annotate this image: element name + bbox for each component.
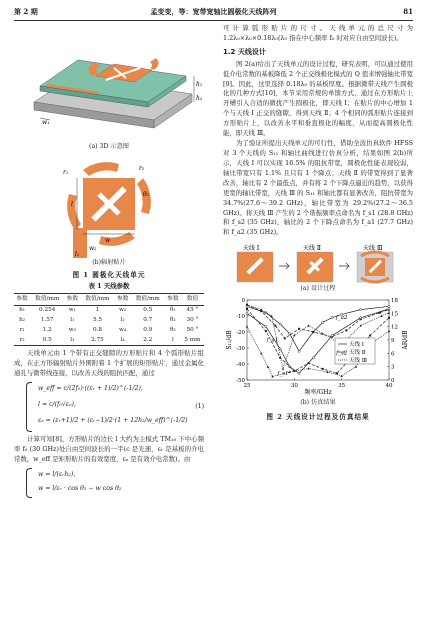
data-point (369, 335, 371, 337)
data-point (282, 368, 284, 370)
table-cell: θ₂ (170, 317, 176, 324)
data-point (322, 333, 324, 335)
data-point (388, 312, 390, 314)
table-header-cell: 数值/mm (131, 294, 165, 306)
table-cell: l₁ (70, 317, 75, 324)
y-left-tick-label: 0 (241, 298, 245, 305)
eq1-line3: εₑ = (εᵣ+1)/2 + (εᵣ−1)/2·(1 + 12h₂/w_eff)^(-1/2) (38, 417, 188, 425)
figure1a-3d-model (14, 24, 204, 142)
data-point (298, 373, 300, 375)
label-w: w (105, 237, 111, 244)
data-point (298, 350, 300, 352)
table-cell: 30 ° (186, 317, 199, 324)
table-cell: r₂ (14, 335, 30, 345)
table-cell: w₄ (119, 327, 127, 334)
data-point (274, 325, 276, 327)
design-process-diagram (223, 242, 413, 284)
y-right-tick-label: 15 (391, 311, 398, 318)
left-paragraph-2: 计算可知[8]，方形贴片的边长 l 大约为主模式 TM₁₀ 下中心频率 f₀ (30 GHz)处自由空间波长的一半(c 是光速，εᵣ 是基板的介电常数，w_eff 是矩形贴片的有效宽度，εₑ 是有效介电常数)。由 (14, 435, 204, 463)
right-paragraph-2: 为了验证所提出天线单元的可行性，借助全波仿真软件 HFSS 对 3 个天线的 S₁₁ 和轴比曲线进行仿真分析，结果如图 2(b)所示，天线 Ⅰ 可以实现 16.5% 的阻抗带宽，圆极化性能表现较弱，轴比带宽只有 1.1% 且只有 1 个降点；天线 Ⅱ 的带宽得到了显著改善，轴比有 2 个最低点，并有将 2 个下降点逼近的趋势，以获得更宽的轴比带宽，天线 Ⅲ 的 S₁₁ 和轴比都有显著改善，阻抗带宽为 34.7%(27.6～39.2 GHz)，轴比带宽为 29.2%(27.2～36.5 GHz)。将天线 Ⅲ 产生的 2 个谐振频率点命名为 f_s1 (28.8 GHz) 和 f_s2 (35 GHz)，轴比的 2 个下降点命名为 f_a1 (27.7 GHz) 和 f_a2 (35 GHz)。 (223, 139, 413, 237)
data-point (331, 317, 333, 319)
figure1b-patch-drawing (14, 152, 204, 260)
legend-label: 天线 Ⅱ (349, 350, 366, 357)
data-point (360, 317, 362, 319)
table-cell: l₃ (64, 335, 80, 345)
table-cell: 1 (95, 307, 100, 314)
data-point (267, 366, 269, 368)
label-l1: l₁ (75, 251, 80, 258)
table-cell: 2.75 (80, 335, 114, 345)
eq2-line2: w = l/εᵣ · cos θ₂ − w cos θ₂ (38, 484, 122, 492)
table-cell: 5.5 (92, 317, 102, 324)
y-right-axis-label: AR/dB (402, 330, 409, 350)
data-point (308, 362, 310, 364)
label-r2: r₂ (139, 165, 145, 172)
x-axis-label: 频率/GHz (304, 389, 332, 397)
y-left-tick-label: -50 (236, 378, 245, 385)
data-point (355, 366, 357, 368)
table-cell: l₂ (120, 317, 125, 324)
figure2b (223, 294, 413, 412)
data-point (293, 334, 295, 336)
label-h1: h₁ (196, 81, 203, 88)
label-r1: r₁ (63, 169, 69, 176)
table-cell: θ₁ (170, 307, 176, 314)
table-cell: 0.8 (92, 327, 102, 334)
antenna3-label: 天线 Ⅲ (363, 245, 383, 253)
simulation-chart (223, 294, 413, 400)
y-left-tick-label: -40 (236, 362, 245, 369)
y-left-tick-label: -30 (236, 346, 245, 353)
data-point (388, 308, 390, 310)
data-point (284, 338, 286, 340)
table-cell: l₄ (115, 335, 131, 345)
data-point (265, 330, 267, 332)
x-tick-label: 35 (338, 383, 346, 390)
running-header (14, 7, 413, 19)
y-right-tick-label: 0 (391, 378, 395, 385)
table-header-cell: 数值/mm (30, 294, 64, 306)
x-tick-label: 25 (243, 383, 251, 390)
data-point (312, 331, 314, 333)
antenna1-label: 天线 Ⅰ (243, 245, 260, 253)
data-point (345, 330, 347, 332)
table-cell: w₃ (68, 327, 76, 334)
figure1-caption: 图 1 圆极化天线单元 (72, 271, 146, 279)
running-title: 孟变变，等：宽带宽轴比圆极化天线阵列 (150, 7, 277, 16)
data-point (388, 330, 390, 332)
table-cell: 1.57 (40, 317, 54, 324)
y-right-tick-label: 3 (391, 364, 395, 371)
table-header-cell: 参数 (165, 294, 181, 306)
y-right-tick-label: 12 (391, 324, 398, 331)
table-cell: r₁ (19, 327, 25, 334)
table-cell: 1.2 (42, 327, 52, 334)
data-point (279, 357, 281, 359)
series-line-s11 (247, 305, 389, 339)
legend-label: 天线 Ⅰ (349, 342, 364, 349)
eq2-line1: w = l/(εᵣh₂)， (38, 470, 80, 478)
data-point (322, 368, 324, 370)
table-cell: 0.9 (143, 327, 153, 334)
data-point (326, 371, 328, 373)
table-cell: θ₃ (170, 327, 176, 334)
table-cell: 0.7 (143, 317, 153, 324)
data-point (246, 308, 248, 310)
table-cell: w₂ (119, 307, 127, 314)
parameter-table (14, 293, 204, 346)
figure2-caption: 图 2 天线设计过程及仿真结果 (266, 413, 370, 422)
table-cell: 45 ° (186, 307, 199, 314)
label-w1: w₁ (42, 119, 50, 126)
right-paragraph-0: 可计算弧形贴片的尺寸。天线单元的总尺寸为 1.2λ₀×λ₀×0.18λ₀(λ₀ 指在中心频率 f₀ 时对应自由空间波长)。 (223, 24, 413, 42)
y-left-axis-label: S₁₁/dB (226, 330, 233, 350)
table-cell: 50 ° (186, 327, 199, 334)
data-point (279, 323, 281, 325)
table-row (14, 316, 204, 326)
data-point (307, 325, 309, 327)
data-point (246, 313, 248, 315)
header-rule (14, 20, 413, 21)
data-point (322, 322, 324, 324)
equation-2 (26, 468, 204, 498)
table-header-cell: 参数 (14, 294, 30, 306)
annotation-label: f_s2 (336, 350, 348, 357)
table-cell: 0.254 (39, 307, 56, 314)
data-point (360, 309, 362, 311)
table-header-cell: 数值/mm (80, 294, 114, 306)
data-point (388, 317, 390, 319)
figure2b-caption: (b) 仿真结果 (300, 399, 336, 407)
y-right-tick-label: 9 (391, 338, 395, 345)
label-w2: w₂ (89, 245, 97, 252)
data-point (246, 326, 248, 328)
data-point (336, 373, 338, 375)
table-cell: 2.2 (131, 335, 165, 345)
right-paragraph-1: 图 2(a)给出了天线单元的设计过程，研究表明，可以通过使用低介电常数的基板降低 2 个正交线极化模式的 Q 值来增强轴比带宽[9]。因此，这里选择 0.18λ₀ 的基板厚度。根据微带天线产生圆极化的几种方式[10]，本节采用常规的单馈方式，通过在方形贴片上开槽引入合适的微扰产生圆极化，即天线 Ⅰ；在贴片的中心增加 1 个与天线 Ⅰ 正交的缝隙，得到天线 Ⅱ；4 个相同的弧形贴片连接到方形贴片上，以改善水平和垂直极化的幅度，从而提高圆极化性能，即天线 Ⅲ。 (223, 59, 413, 138)
left-column (14, 24, 204, 501)
annotation-label: f_s1 (277, 371, 289, 378)
table-cell: h₂ (19, 317, 26, 324)
table-row (14, 305, 204, 315)
annotation-label: f_a2 (335, 315, 348, 322)
issue-label: 第 2 期 (14, 7, 38, 16)
table-cell: 0.5 (143, 307, 153, 314)
table-cell: h₁ (19, 307, 26, 314)
table-cell: w₁ (68, 307, 76, 314)
right-column (223, 24, 413, 423)
table1-title: 表 1 天线参数 (88, 282, 130, 291)
table-row (14, 335, 204, 345)
y-right-tick-label: 18 (391, 298, 398, 305)
data-point (298, 328, 300, 330)
figure1b-caption: (b)辐射贴片 (92, 259, 126, 266)
figure2a (223, 242, 413, 294)
antenna2-label: 天线 Ⅱ (303, 245, 321, 253)
data-point (388, 306, 390, 308)
section-heading: 1.2 天线设计 (223, 47, 266, 56)
table-row (14, 326, 204, 336)
y-left-tick-label: -20 (236, 330, 245, 337)
figure1a-caption: (a) 3D 示意图 (89, 143, 129, 150)
data-point (265, 326, 267, 328)
y-right-tick-label: 6 (391, 351, 395, 358)
data-point (331, 335, 333, 337)
data-point (359, 325, 361, 327)
equation-1 (26, 382, 204, 432)
annotation-label: f_a1 (266, 337, 279, 344)
figure1a (14, 24, 204, 152)
table-header-cell: 参数 (64, 294, 80, 306)
label-l: l (71, 201, 73, 208)
label-h2: h₂ (196, 95, 203, 102)
figure1b (14, 152, 204, 270)
data-point (279, 348, 281, 350)
table-cell: l (165, 335, 181, 345)
page-number: 81 (403, 7, 413, 16)
data-point (312, 357, 314, 359)
legend-label: 天线 Ⅲ (349, 358, 368, 365)
label-theta: θ₂ (143, 191, 150, 198)
eq1-number: (1) (195, 403, 204, 411)
eq1-line2: l = c/(f₀√εₑ)， (38, 401, 81, 409)
eq1-line1: w_eff = c/(2f₀)·((εᵣ + 1)/2)^(-1/2)， (38, 385, 148, 393)
x-tick-label: 30 (290, 383, 298, 390)
table-cell: 0.5 (30, 335, 64, 345)
y-left-tick-label: -10 (236, 314, 245, 321)
table-header-cell: 数值 (181, 294, 204, 306)
table-header-cell: 参数 (115, 294, 131, 306)
figure2a-caption: (a) 设计过程 (300, 285, 336, 293)
x-tick-label: 40 (385, 383, 393, 390)
table-cell: 5 mm (181, 335, 204, 345)
left-paragraph-1: 天线单元由 1 个带有正交缝隙的方形贴片和 4 个弧形贴片组成，在正方形辐射贴片外围附着 1 个扩展的矩形贴片，通过金属化通孔与微带线连接，以改善天线的阻抗匹配，通过 (14, 349, 204, 378)
